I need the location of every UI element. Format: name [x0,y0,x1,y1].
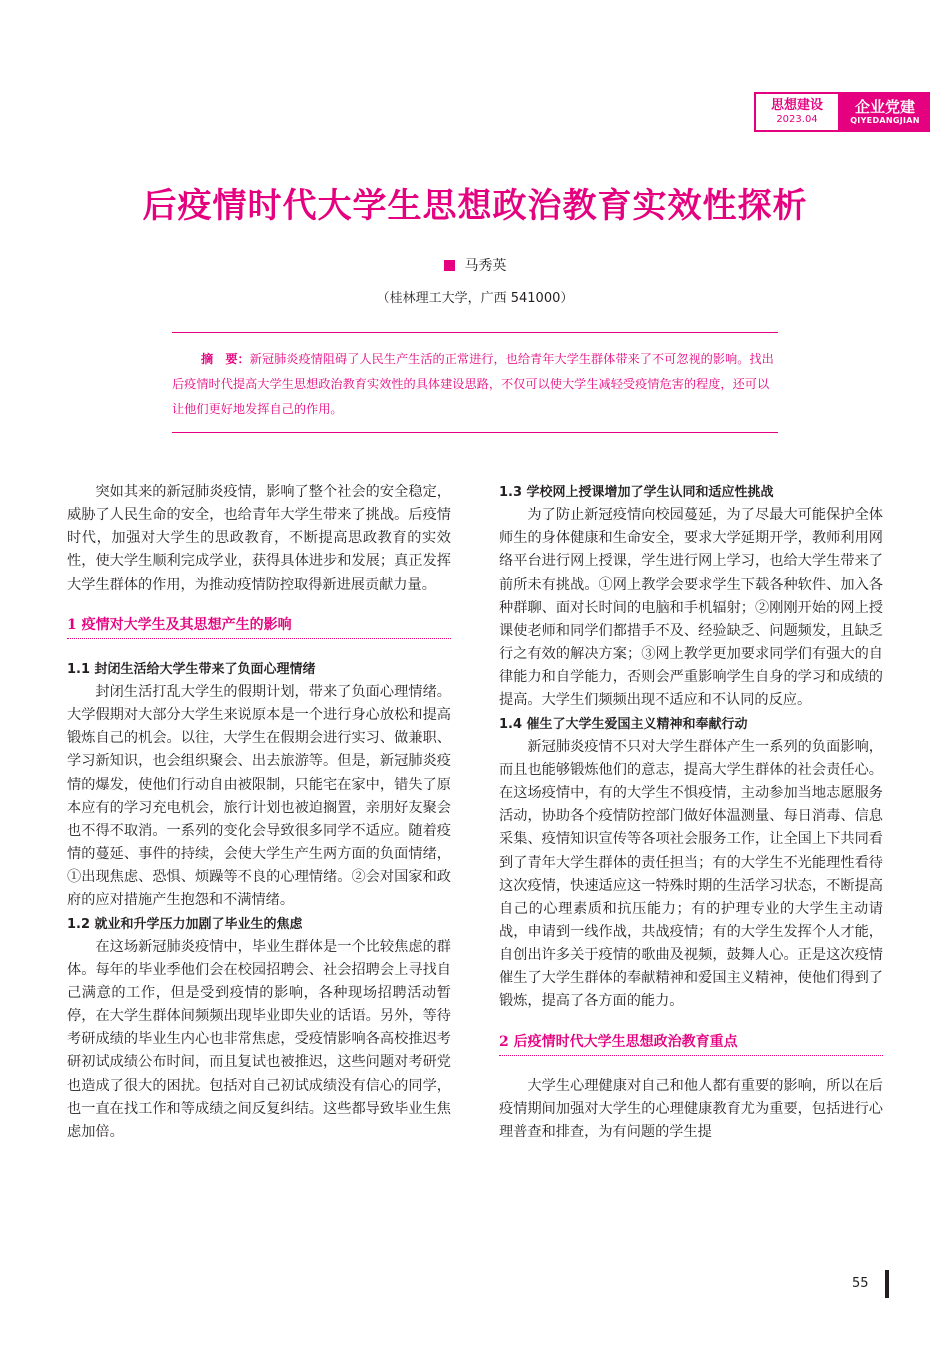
section-1-3-paragraph: 为了防止新冠疫情向校园蔓延，为了尽最大可能保护全体师生的身体健康和生命安全，要求大学延期开学，教师利用网络平台进行网上授课，学生进行网上学习，也给大学生带来了前所未有挑战。①网上教学会要求学生下载各种软件、加入各种群聊、面对长时间的电脑和手机辐射；②刚刚开始的网上授课使老师和同学们都措手不及、经验缺乏、问题频发，且缺乏行之有效的解决方案；③网上教学更加要求同学们有强大的自律能力和自学能力，否则会严重影响学生自身的学习和成绩的提高。大学生们频频出现不适应和不认同的反应。 [499,507,883,709]
section-2-heading: 2 后疫情时代大学生思想政治教育重点 [499,1031,883,1056]
section-1-2-heading: 1.2 就业和升学压力加剧了毕业生的焦虑 [67,916,303,932]
author-affiliation: （桂林理工大学，广西 541000） [376,291,574,306]
abstract [172,347,778,422]
section-1-heading: 1 疫情对大学生及其思想产生的影响 [67,614,451,639]
section-1-4-paragraph: 新冠肺炎疫情不只对大学生群体产生一系列的负面影响，而且也能够锻炼他们的意志，提高大学生群体的社会责任心。在这场疫情中，有的大学生不惧疫情，主动参加当地志愿服务活动，协助各个疫情防控部门做好体温测量、每日消毒、信息采集、疫情知识宣传等各项社会服务工作，让全国上下共同看到了青年大学生群体的责任担当；有的大学生不光能理性看待这次疫情，快速适应这一特殊时期的生活学习状态，不断提高自己的心理素质和抗压能力；有的护理专业的大学生主动请战，申请到一线作战，共战疫情；有的大学生发挥个人才能，自创出许多关于疫情的歌曲及视频，鼓舞人心。正是这次疫情催生了大学生群体的奉献精神和爱国主义精神，使他们得到了锻炼，提高了各方面的能力。 [499,738,883,1010]
column-badge [754,92,840,132]
abstract-top-rule [172,332,778,333]
article-title: 后疫情时代大学生思想政治教育实效性探析 [142,186,808,226]
section-1-4-heading: 1.4 催生了大学生爱国主义精神和奉献行动 [499,716,748,732]
journal-pinyin: QIYEDANGJIAN [850,116,920,125]
journal-name-badge [840,92,930,132]
author-name: 马秀英 [464,258,507,274]
author-line [0,255,950,275]
left-column [67,481,451,1144]
journal-name: 企业党建 [854,98,915,116]
journal-badge [754,92,930,132]
page-number: 55 [852,1276,869,1291]
section-2-paragraph: 大学生心理健康对自己和他人都有重要的影响，所以在后疫情期间加强对大学生的心理健康教育尤为重要，包括进行心理普查和排查，为有问题的学生提 [499,1077,883,1140]
issue-number: 2023.04 [776,114,818,125]
abstract-bottom-rule [172,432,778,433]
abstract-text: 新冠肺炎疫情阻碍了人民生产生活的正常进行，也给青年大学生群体带来了不可忽视的影响。找出后疫情时代提高大学生思想政治教育实效性的具体建设思路，不仅可以使大学生减轻受疫情危害的程度，还可以让他们更好地发挥自己的作用。 [172,352,774,416]
page-number-bar [885,1270,889,1298]
author-marker-icon [444,260,455,271]
column-name: 思想建设 [770,98,823,113]
right-column [499,481,883,1144]
section-1-2-paragraph: 在这场新冠肺炎疫情中，毕业生群体是一个比较焦虑的群体。每年的毕业季他们会在校园招聘会、社会招聘会上寻找自己满意的工作，但是受到疫情的影响，各种现场招聘活动暂停，在大学生群体间频频出现毕业即失业的话语。另外，等待考研成绩的毕业生内心也非常焦虑，受疫情影响各高校推迟考研初试成绩公布时间，而且复试也被推迟，这些问题对考研党也造成了很大的困扰。包括对自己初试成绩没有信心的同学，也一直在找工作和等成绩之间反复纠结。这些都导致毕业生焦虑加倍。 [67,938,451,1140]
section-1-1-heading: 1.1 封闭生活给大学生带来了负面心理情绪 [67,661,316,677]
intro-paragraph: 突如其来的新冠肺炎疫情，影响了整个社会的安全稳定，威胁了人民生命的安全，也给青年大学生带来了挑战。后疫情时代，加强对大学生的思政教育，不断提高思政教育的实效性，使大学生顺利完成学业，获得具体进步和发展；真正发挥大学生群体的作用，为推动疫情防控取得新进展贡献力量。 [67,484,451,593]
section-1-1-paragraph: 封闭生活打乱大学生的假期计划，带来了负面心理情绪。大学假期对大部分大学生来说原本是一个进行身心放松和提高锻炼自己的机会。以往，大学生在假期会进行实习、做兼职、学习新知识，也会组织聚会、出去旅游等。但是，新冠肺炎疫情的爆发，使他们行动自由被限制，只能宅在家中，错失了原本应有的学习充电机会，旅行计划也被迫搁置，亲朋好友聚会也不得不取消。一系列的变化会导致很多同学不适应。随着疫情的蔓延、事件的持续，会使大学生产生两方面的负面情绪，①出现焦虑、恐惧、烦躁等不良的心理情绪。②会对国家和政府的应对措施产生抱怨和不满情绪。 [67,683,451,909]
abstract-label: 摘 要： [201,352,250,366]
section-1-3-heading: 1.3 学校网上授课增加了学生认同和适应性挑战 [499,485,774,500]
